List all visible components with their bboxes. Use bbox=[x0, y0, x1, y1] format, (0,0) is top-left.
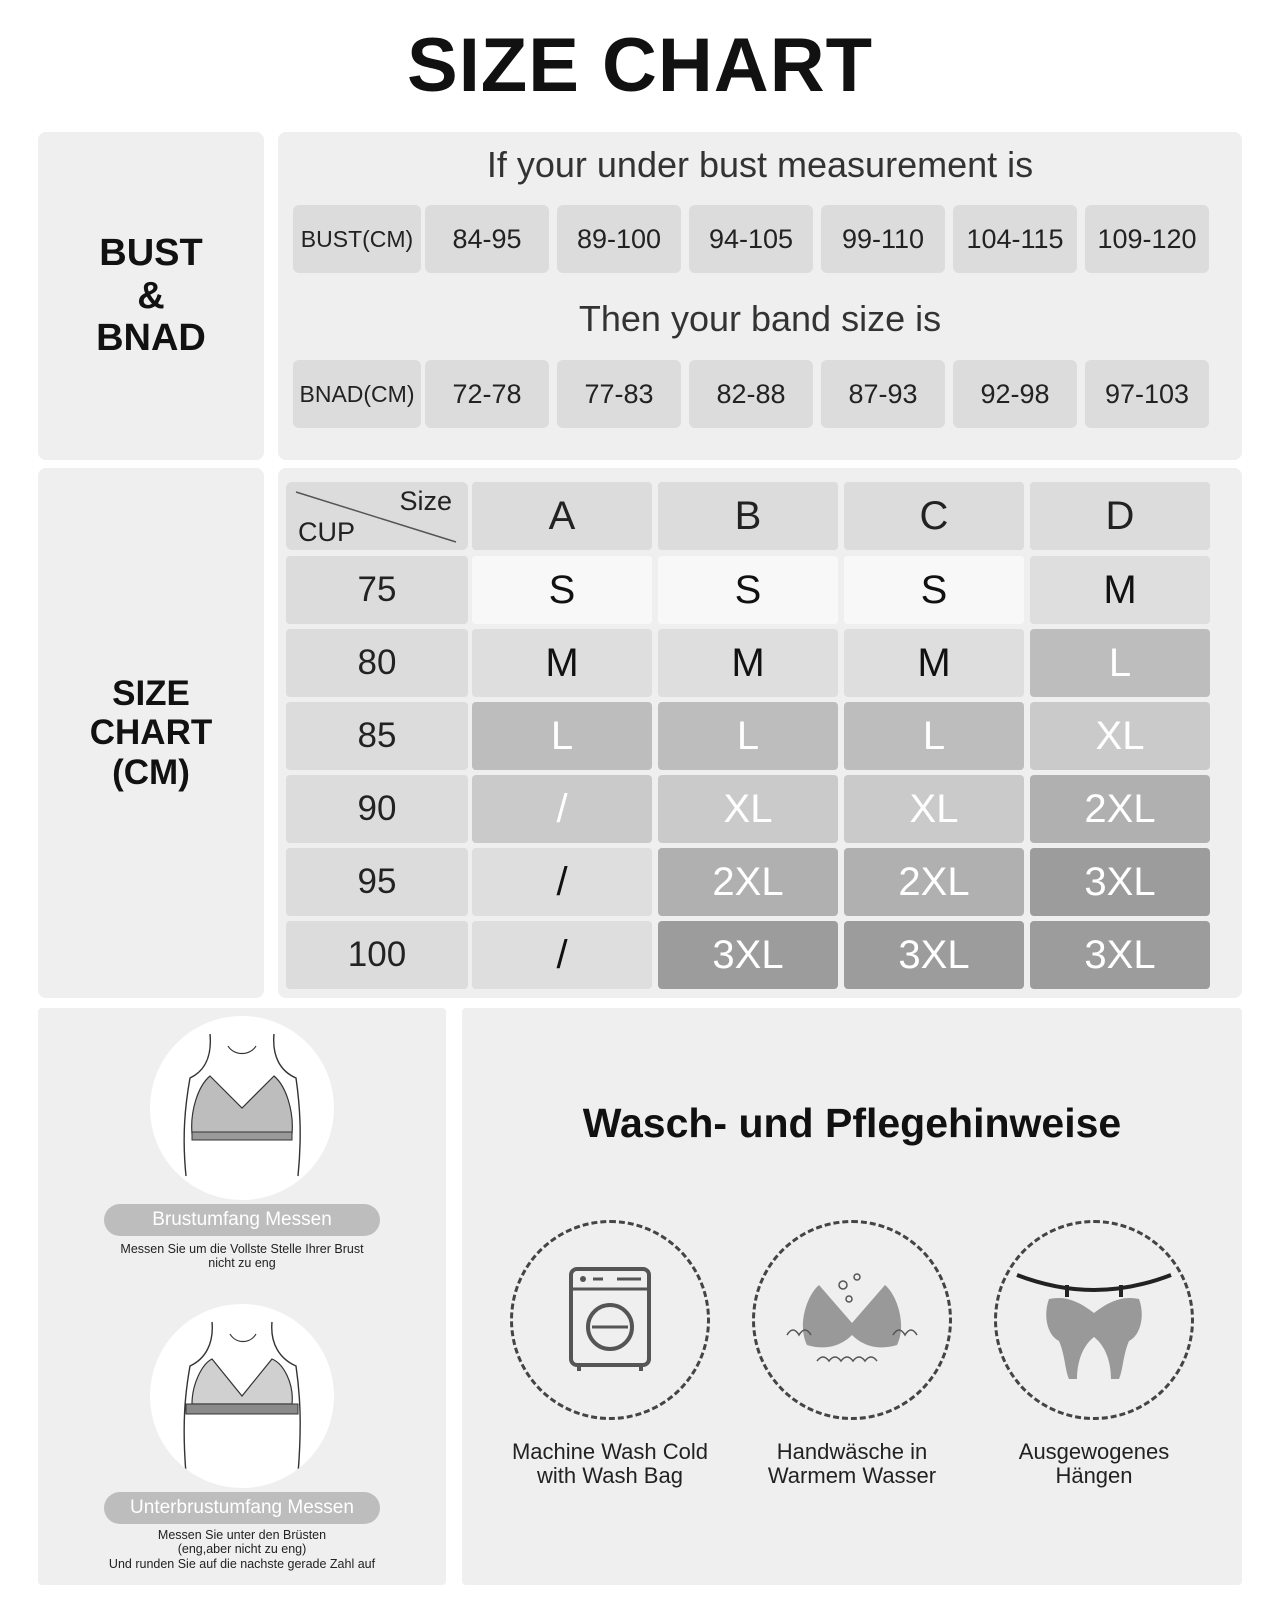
band-row-header: 85 bbox=[286, 702, 468, 770]
size-grid-cell: S bbox=[658, 556, 838, 624]
cup-header-cell: D bbox=[1030, 482, 1210, 550]
bust-row-label: BUST(CM) bbox=[293, 205, 421, 273]
care-label-3-line-2: Hängen bbox=[1055, 1463, 1133, 1489]
band-row-header: 80 bbox=[286, 629, 468, 697]
bust-measure-illustration bbox=[150, 1016, 334, 1200]
grid-corner-cell bbox=[286, 482, 468, 550]
cup-header-cell: B bbox=[658, 482, 838, 550]
size-grid-cell: S bbox=[472, 556, 652, 624]
corner-cup-label: CUP bbox=[298, 517, 356, 547]
corner-size-label: Size bbox=[399, 486, 452, 516]
size-grid-cell: 3XL bbox=[658, 921, 838, 989]
size-grid-cell: XL bbox=[658, 775, 838, 843]
bust-value-cell: 89-100 bbox=[557, 205, 681, 273]
band-row-header: 95 bbox=[286, 848, 468, 916]
care-label-2 bbox=[732, 1440, 972, 1488]
band-value-cell: 87-93 bbox=[821, 360, 945, 428]
underbust-measure-illustration bbox=[150, 1304, 334, 1488]
size-grid-cell: 3XL bbox=[1030, 921, 1210, 989]
bust-side-panel bbox=[38, 132, 264, 460]
care-panel bbox=[462, 1008, 1242, 1585]
torso-bra-icon bbox=[150, 1016, 334, 1200]
cup-header-cell: A bbox=[472, 482, 652, 550]
bust-measure-pill: Brustumfang Messen bbox=[104, 1204, 380, 1236]
underbust-desc-line-3: Und runden Sie auf die nachste gerade Zahl auf bbox=[108, 1556, 376, 1571]
size-grid-cell: M bbox=[472, 629, 652, 697]
band-row-header: 90 bbox=[286, 775, 468, 843]
care-label-1 bbox=[490, 1440, 730, 1488]
size-grid-cell: L bbox=[472, 702, 652, 770]
care-item-2 bbox=[752, 1220, 952, 1420]
size-grid-cell: / bbox=[472, 775, 652, 843]
care-label-2-line-1: Handwäsche in bbox=[776, 1439, 928, 1464]
bust-value-cell: 109-120 bbox=[1085, 205, 1209, 273]
care-item-1 bbox=[510, 1220, 710, 1420]
size-grid-cell: S bbox=[844, 556, 1024, 624]
care-label-1-line-1: Machine Wash Cold bbox=[511, 1439, 709, 1464]
size-grid-cell: / bbox=[472, 921, 652, 989]
underbust-desc-line-1: Messen Sie unter den Brüsten bbox=[157, 1528, 327, 1542]
care-item-3 bbox=[994, 1220, 1194, 1420]
care-title: Wasch- und Pflegehinweise bbox=[582, 1100, 1122, 1146]
washing-machine-icon bbox=[567, 1265, 653, 1375]
bust-value-cell: 94-105 bbox=[689, 205, 813, 273]
underbust-measure-pill: Unterbrustumfang Messen bbox=[104, 1492, 380, 1524]
size-grid-cell: XL bbox=[1030, 702, 1210, 770]
size-grid-cell: L bbox=[1030, 629, 1210, 697]
bust-measure-desc bbox=[38, 1242, 446, 1271]
band-value-cell: 77-83 bbox=[557, 360, 681, 428]
band-row-header: 75 bbox=[286, 556, 468, 624]
measure-panel bbox=[38, 1008, 446, 1585]
hanging-bra-icon bbox=[1009, 1255, 1179, 1385]
size-grid-cell: 3XL bbox=[844, 921, 1024, 989]
size-side-label-1: SIZE bbox=[112, 674, 190, 714]
size-grid-cell: 2XL bbox=[844, 848, 1024, 916]
care-label-3-line-1: Ausgewogenes bbox=[1018, 1439, 1170, 1464]
band-value-cell: 72-78 bbox=[425, 360, 549, 428]
bust-value-cell: 99-110 bbox=[821, 205, 945, 273]
cup-header-cell: C bbox=[844, 482, 1024, 550]
band-value-cell: 82-88 bbox=[689, 360, 813, 428]
size-grid-cell: M bbox=[1030, 556, 1210, 624]
care-label-3 bbox=[974, 1440, 1214, 1488]
bust-band-panel bbox=[278, 132, 1242, 460]
bust-side-label-3: BNAD bbox=[96, 317, 206, 360]
band-heading: Then your band size is bbox=[578, 298, 942, 339]
bust-value-cell: 84-95 bbox=[425, 205, 549, 273]
care-label-2-line-2: Warmem Wasser bbox=[767, 1463, 937, 1489]
bust-value-cell: 104-115 bbox=[953, 205, 1077, 273]
underbust-desc-line-2: (eng,aber nicht zu eng) bbox=[177, 1542, 307, 1557]
size-grid-cell: / bbox=[472, 848, 652, 916]
page-title: SIZE CHART bbox=[407, 23, 873, 108]
bust-side-label-2: & bbox=[137, 274, 165, 317]
size-grid-cell: M bbox=[658, 629, 838, 697]
size-grid-cell: L bbox=[658, 702, 838, 770]
band-value-cell: 97-103 bbox=[1085, 360, 1209, 428]
size-grid-cell: M bbox=[844, 629, 1024, 697]
bust-side-label-1: BUST bbox=[99, 232, 203, 275]
care-label-1-line-2: with Wash Bag bbox=[537, 1463, 683, 1489]
band-row-header: 100 bbox=[286, 921, 468, 989]
size-grid-cell: XL bbox=[844, 775, 1024, 843]
size-grid-cell: 3XL bbox=[1030, 848, 1210, 916]
size-grid-cell: L bbox=[844, 702, 1024, 770]
band-value-cell: 92-98 bbox=[953, 360, 1077, 428]
size-side-panel bbox=[38, 468, 264, 998]
size-grid-panel bbox=[278, 468, 1242, 998]
size-side-label-2: CHART bbox=[89, 713, 213, 753]
bust-heading: If your under bust measurement is bbox=[486, 144, 1034, 185]
size-grid-cell: 2XL bbox=[1030, 775, 1210, 843]
underbust-measure-desc bbox=[38, 1528, 446, 1571]
bust-desc-line-1: Messen Sie um die Vollste Stelle Ihrer Brust bbox=[120, 1242, 364, 1256]
torso-bra-underband-icon bbox=[150, 1304, 334, 1488]
hand-wash-bra-icon bbox=[777, 1265, 927, 1375]
band-row-label: BNAD(CM) bbox=[293, 360, 421, 428]
bust-desc-line-2: nicht zu eng bbox=[208, 1256, 276, 1271]
size-side-label-3: (CM) bbox=[112, 752, 190, 792]
size-grid-cell: 2XL bbox=[658, 848, 838, 916]
